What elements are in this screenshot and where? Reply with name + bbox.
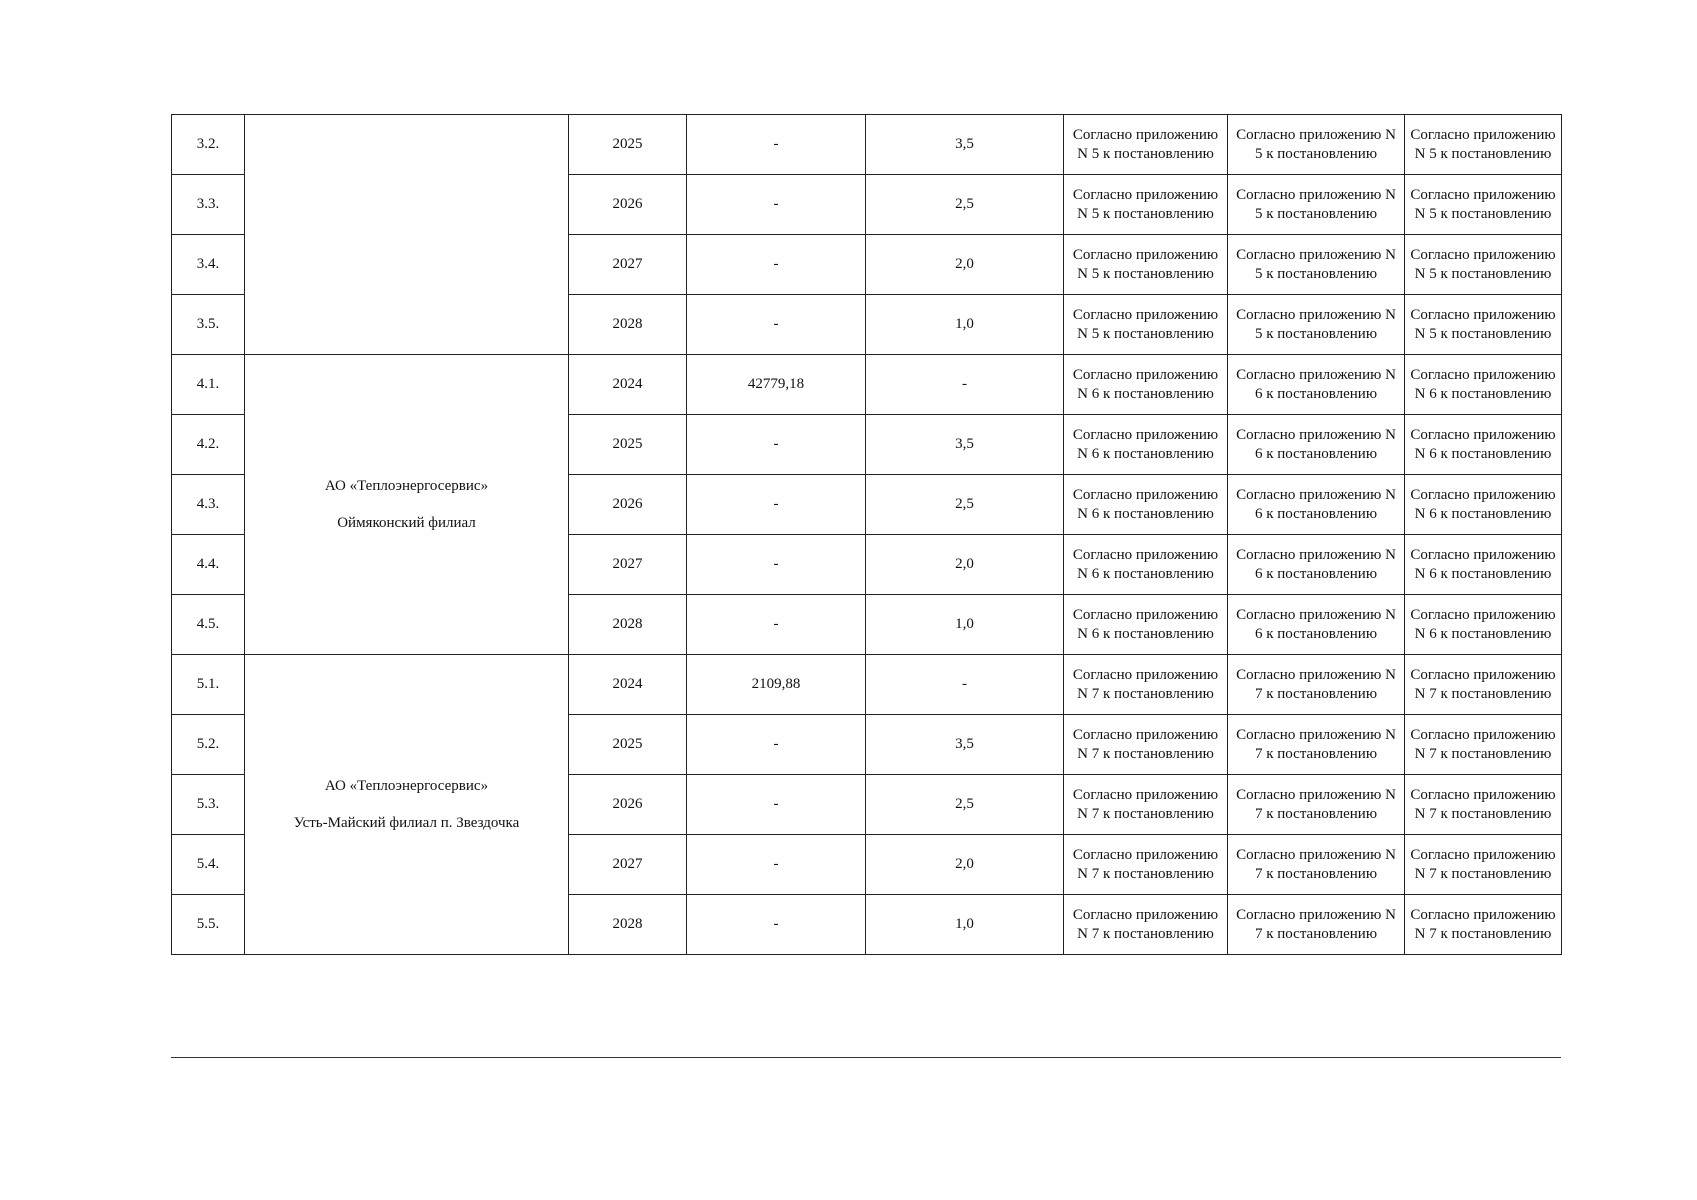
table-row [172,115,1562,175]
base-value-cell: - [687,895,866,955]
row-number-cell: 5.4. [172,835,245,895]
basis-cell-2: Согласно приложению N 7 к постановлению [1228,715,1405,775]
index-cell: 2,5 [866,175,1064,235]
organization-name: АО «Теплоэнергосервис» [324,477,489,494]
basis-cell-1: Согласно приложению N 6 к постановлению [1064,475,1228,535]
row-number-cell: 3.2. [172,115,245,175]
basis-cell-3: Согласно приложению N 5 к постановлению [1405,175,1562,235]
basis-cell-2: Согласно приложению N 6 к постановлению [1228,355,1405,415]
basis-cell-1: Согласно приложению N 6 к постановлению [1064,415,1228,475]
row-number-cell: 5.3. [172,775,245,835]
basis-cell-2: Согласно приложению N 7 к постановлению [1228,775,1405,835]
basis-cell-3: Согласно приложению N 6 к постановлению [1405,535,1562,595]
basis-cell-2: Согласно приложению N 6 к постановлению [1228,415,1405,475]
basis-cell-3: Согласно приложению N 5 к постановлению [1405,115,1562,175]
row-number-cell: 5.5. [172,895,245,955]
tariff-table [171,114,1562,955]
year-cell: 2024 [569,355,687,415]
index-cell: 2,0 [866,835,1064,895]
basis-cell-2: Согласно приложению N 5 к постановлению [1228,295,1405,355]
row-number-cell: 4.1. [172,355,245,415]
year-cell: 2027 [569,835,687,895]
table-row [172,355,1562,415]
organization-name: АО «Теплоэнергосервис» [324,777,489,794]
row-number-cell: 3.5. [172,295,245,355]
basis-cell-1: Согласно приложению N 5 к постановлению [1064,235,1228,295]
basis-cell-3: Согласно приложению N 7 к постановлению [1405,655,1562,715]
table-body [172,115,1562,955]
basis-cell-2: Согласно приложению N 5 к постановлению [1228,235,1405,295]
base-value-cell: - [687,235,866,295]
basis-cell-1: Согласно приложению N 6 к постановлению [1064,535,1228,595]
table-row [172,655,1562,715]
index-cell: 2,0 [866,535,1064,595]
organization-branch: Оймяконский филиал [337,514,476,531]
basis-cell-3: Согласно приложению N 6 к постановлению [1405,355,1562,415]
basis-cell-3: Согласно приложению N 7 к постановлению [1405,835,1562,895]
basis-cell-1: Согласно приложению N 5 к постановлению [1064,175,1228,235]
year-cell: 2027 [569,235,687,295]
basis-cell-1: Согласно приложению N 7 к постановлению [1064,835,1228,895]
base-value-cell: - [687,115,866,175]
row-number-cell: 4.2. [172,415,245,475]
year-cell: 2028 [569,295,687,355]
basis-cell-3: Согласно приложению N 7 к постановлению [1405,775,1562,835]
basis-cell-3: Согласно приложению N 7 к постановлению [1405,895,1562,955]
year-cell: 2025 [569,415,687,475]
index-cell: 2,5 [866,475,1064,535]
basis-cell-2: Согласно приложению N 6 к постановлению [1228,595,1405,655]
index-cell: 1,0 [866,595,1064,655]
organization-spacer [249,496,564,514]
organization-cell [245,115,569,355]
basis-cell-3: Согласно приложению N 6 к постановлению [1405,595,1562,655]
row-number-cell: 4.5. [172,595,245,655]
basis-cell-1: Согласно приложению N 6 к постановлению [1064,355,1228,415]
year-cell: 2025 [569,715,687,775]
year-cell: 2026 [569,175,687,235]
index-cell: 1,0 [866,895,1064,955]
basis-cell-1: Согласно приложению N 7 к постановлению [1064,775,1228,835]
organization-spacer [249,226,564,244]
index-cell: 3,5 [866,415,1064,475]
index-cell: 2,5 [866,775,1064,835]
base-value-cell: - [687,535,866,595]
base-value-cell: - [687,715,866,775]
base-value-cell: - [687,775,866,835]
basis-cell-2: Согласно приложению N 6 к постановлению [1228,535,1405,595]
row-number-cell: 3.4. [172,235,245,295]
basis-cell-2: Согласно приложению N 7 к постановлению [1228,835,1405,895]
basis-cell-3: Согласно приложению N 6 к постановлению [1405,475,1562,535]
basis-cell-2: Согласно приложению N 5 к постановлению [1228,115,1405,175]
base-value-cell: 42779,18 [687,355,866,415]
basis-cell-2: Согласно приложению N 7 к постановлению [1228,895,1405,955]
basis-cell-1: Согласно приложению N 7 к постановлению [1064,715,1228,775]
organization-spacer [249,796,564,814]
organization-cell [245,655,569,955]
base-value-cell: - [687,475,866,535]
row-number-cell: 3.3. [172,175,245,235]
base-value-cell: - [687,415,866,475]
basis-cell-2: Согласно приложению N 6 к постановлению [1228,475,1405,535]
organization-branch: Усть-Майский филиал п. Звездочка [293,814,520,831]
row-number-cell: 5.2. [172,715,245,775]
base-value-cell: - [687,595,866,655]
basis-cell-1: Согласно приложению N 7 к постановлению [1064,895,1228,955]
footer-rule [171,1057,1561,1058]
index-cell: - [866,355,1064,415]
basis-cell-1: Согласно приложению N 5 к постановлению [1064,115,1228,175]
basis-cell-3: Согласно приложению N 5 к постановлению [1405,235,1562,295]
organization-cell [245,355,569,655]
basis-cell-1: Согласно приложению N 7 к постановлению [1064,655,1228,715]
basis-cell-3: Согласно приложению N 5 к постановлению [1405,295,1562,355]
year-cell: 2026 [569,475,687,535]
basis-cell-2: Согласно приложению N 7 к постановлению [1228,655,1405,715]
year-cell: 2028 [569,895,687,955]
row-number-cell: 5.1. [172,655,245,715]
year-cell: 2028 [569,595,687,655]
basis-cell-2: Согласно приложению N 5 к постановлению [1228,175,1405,235]
index-cell: 1,0 [866,295,1064,355]
base-value-cell: - [687,835,866,895]
basis-cell-1: Согласно приложению N 5 к постановлению [1064,295,1228,355]
base-value-cell: - [687,295,866,355]
basis-cell-3: Согласно приложению N 7 к постановлению [1405,715,1562,775]
year-cell: 2026 [569,775,687,835]
year-cell: 2024 [569,655,687,715]
base-value-cell: - [687,175,866,235]
year-cell: 2025 [569,115,687,175]
base-value-cell: 2109,88 [687,655,866,715]
index-cell: 3,5 [866,715,1064,775]
year-cell: 2027 [569,535,687,595]
index-cell: 2,0 [866,235,1064,295]
row-number-cell: 4.3. [172,475,245,535]
basis-cell-3: Согласно приложению N 6 к постановлению [1405,415,1562,475]
index-cell: - [866,655,1064,715]
basis-cell-1: Согласно приложению N 6 к постановлению [1064,595,1228,655]
row-number-cell: 4.4. [172,535,245,595]
index-cell: 3,5 [866,115,1064,175]
